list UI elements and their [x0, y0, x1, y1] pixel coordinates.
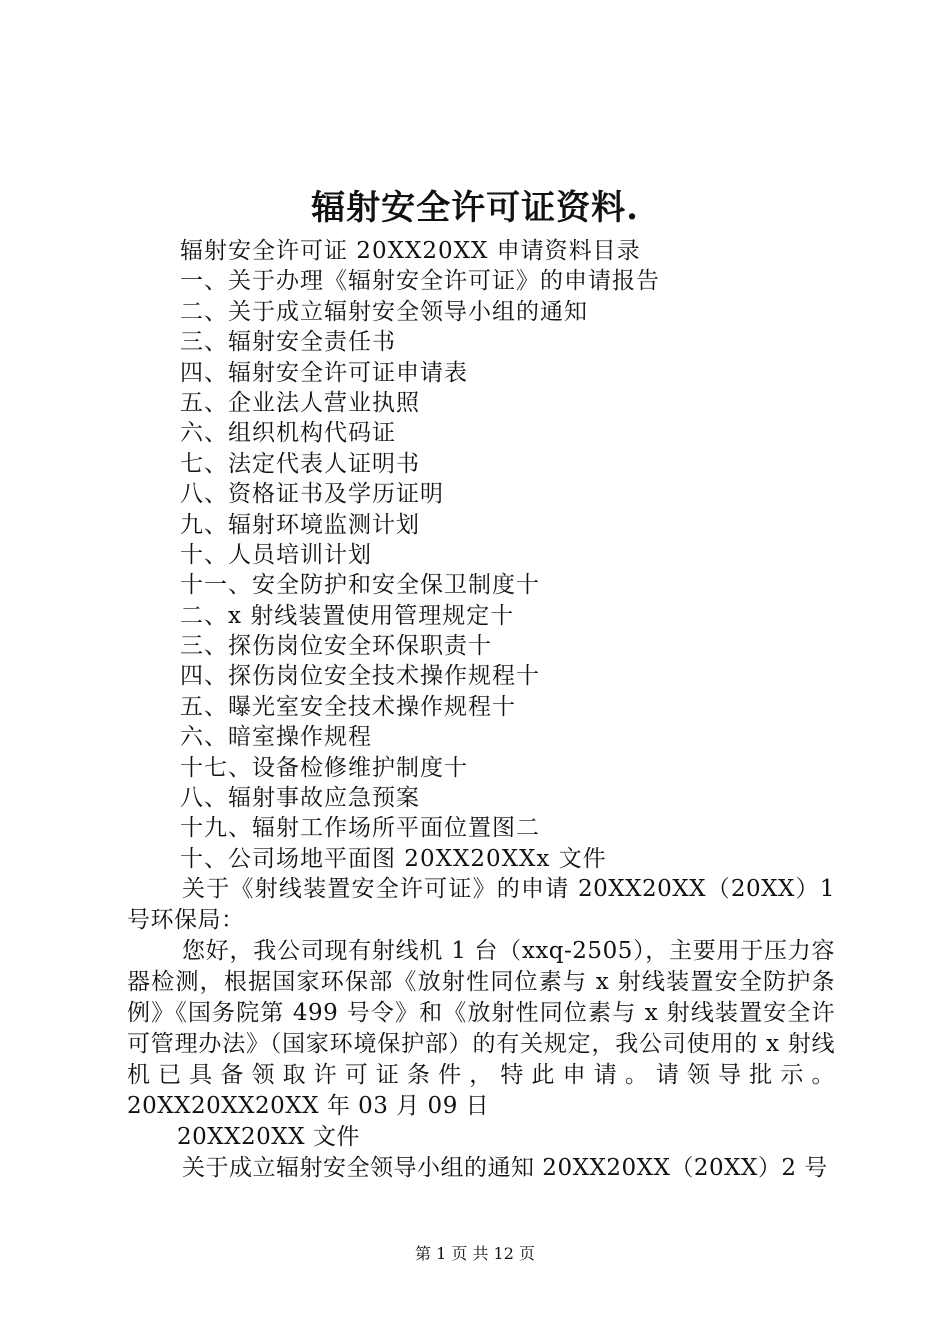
- toc-item: 三、辐射安全责任书: [180, 329, 396, 356]
- toc-item: 七、法定代表人证明书: [180, 450, 420, 477]
- application-heading-paragraph: 关于《射线装置安全许可证》的申请 20XX20XX（20XX）1 号环保局：: [127, 876, 835, 933]
- toc-item: 十、公司场地平面图 20XX20XXx 文件: [180, 845, 607, 872]
- toc-item: 八、辐射事故应急预案: [180, 785, 420, 812]
- toc-item: 辐射安全许可证 20XX20XX 申请资料目录: [180, 238, 641, 264]
- toc-item: 四、辐射安全许可证申请表: [180, 359, 468, 386]
- toc-item: 五、企业法人营业执照: [180, 389, 420, 416]
- toc-item: 十七、设备检修维护制度十: [180, 754, 468, 781]
- file-number-line: 20XX20XX 文件: [177, 1124, 360, 1150]
- toc-item: 十、人员培训计划: [180, 541, 372, 568]
- page-footer: 第 1 页 共 12 页: [415, 1244, 535, 1263]
- toc-item: 二、关于成立辐射安全领导小组的通知: [180, 298, 588, 325]
- document-body: [127, 874, 835, 1184]
- application-body-paragraph: 您好，我公司现有射线机 1 台（xxq-2505），主要用于压力容器检测，根据国家环保部《放射性同位素与 x 射线装置安全防护条例》《国务院第 499 号令》和《放射性同位素与 x 射线装置安全许可管理办法》（国家环境保护部）的有关规定，我公司使用的 x 射线机已具备领取许可证条件，特此申请。请领导批示。20XX20XX20XX 年 03 月 09 日: [127, 938, 835, 1119]
- toc-item: 十一、安全防护和安全保卫制度十: [180, 572, 540, 599]
- table-of-contents: [180, 236, 880, 874]
- toc-item: 六、组织机构代码证: [180, 420, 396, 447]
- toc-item: 一、关于办理《辐射安全许可证》的申请报告: [180, 268, 660, 295]
- toc-item: 四、探伤岗位安全技术操作规程十: [180, 663, 540, 690]
- toc-item: 五、曝光室安全技术操作规程十: [180, 693, 516, 720]
- toc-item: 八、资格证书及学历证明: [180, 481, 444, 508]
- notice-heading-paragraph: 关于成立辐射安全领导小组的通知 20XX20XX（20XX）2 号: [182, 1155, 828, 1181]
- toc-item: 二、x 射线装置使用管理规定十: [180, 602, 515, 629]
- toc-item: 九、辐射环境监测计划: [180, 511, 420, 538]
- toc-item: 三、探伤岗位安全环保职责十: [180, 633, 492, 660]
- toc-item: 六、暗室操作规程: [180, 724, 372, 751]
- document-title: 辐射安全许可证资料.: [311, 188, 639, 228]
- toc-item: 十九、辐射工作场所平面位置图二: [180, 815, 540, 842]
